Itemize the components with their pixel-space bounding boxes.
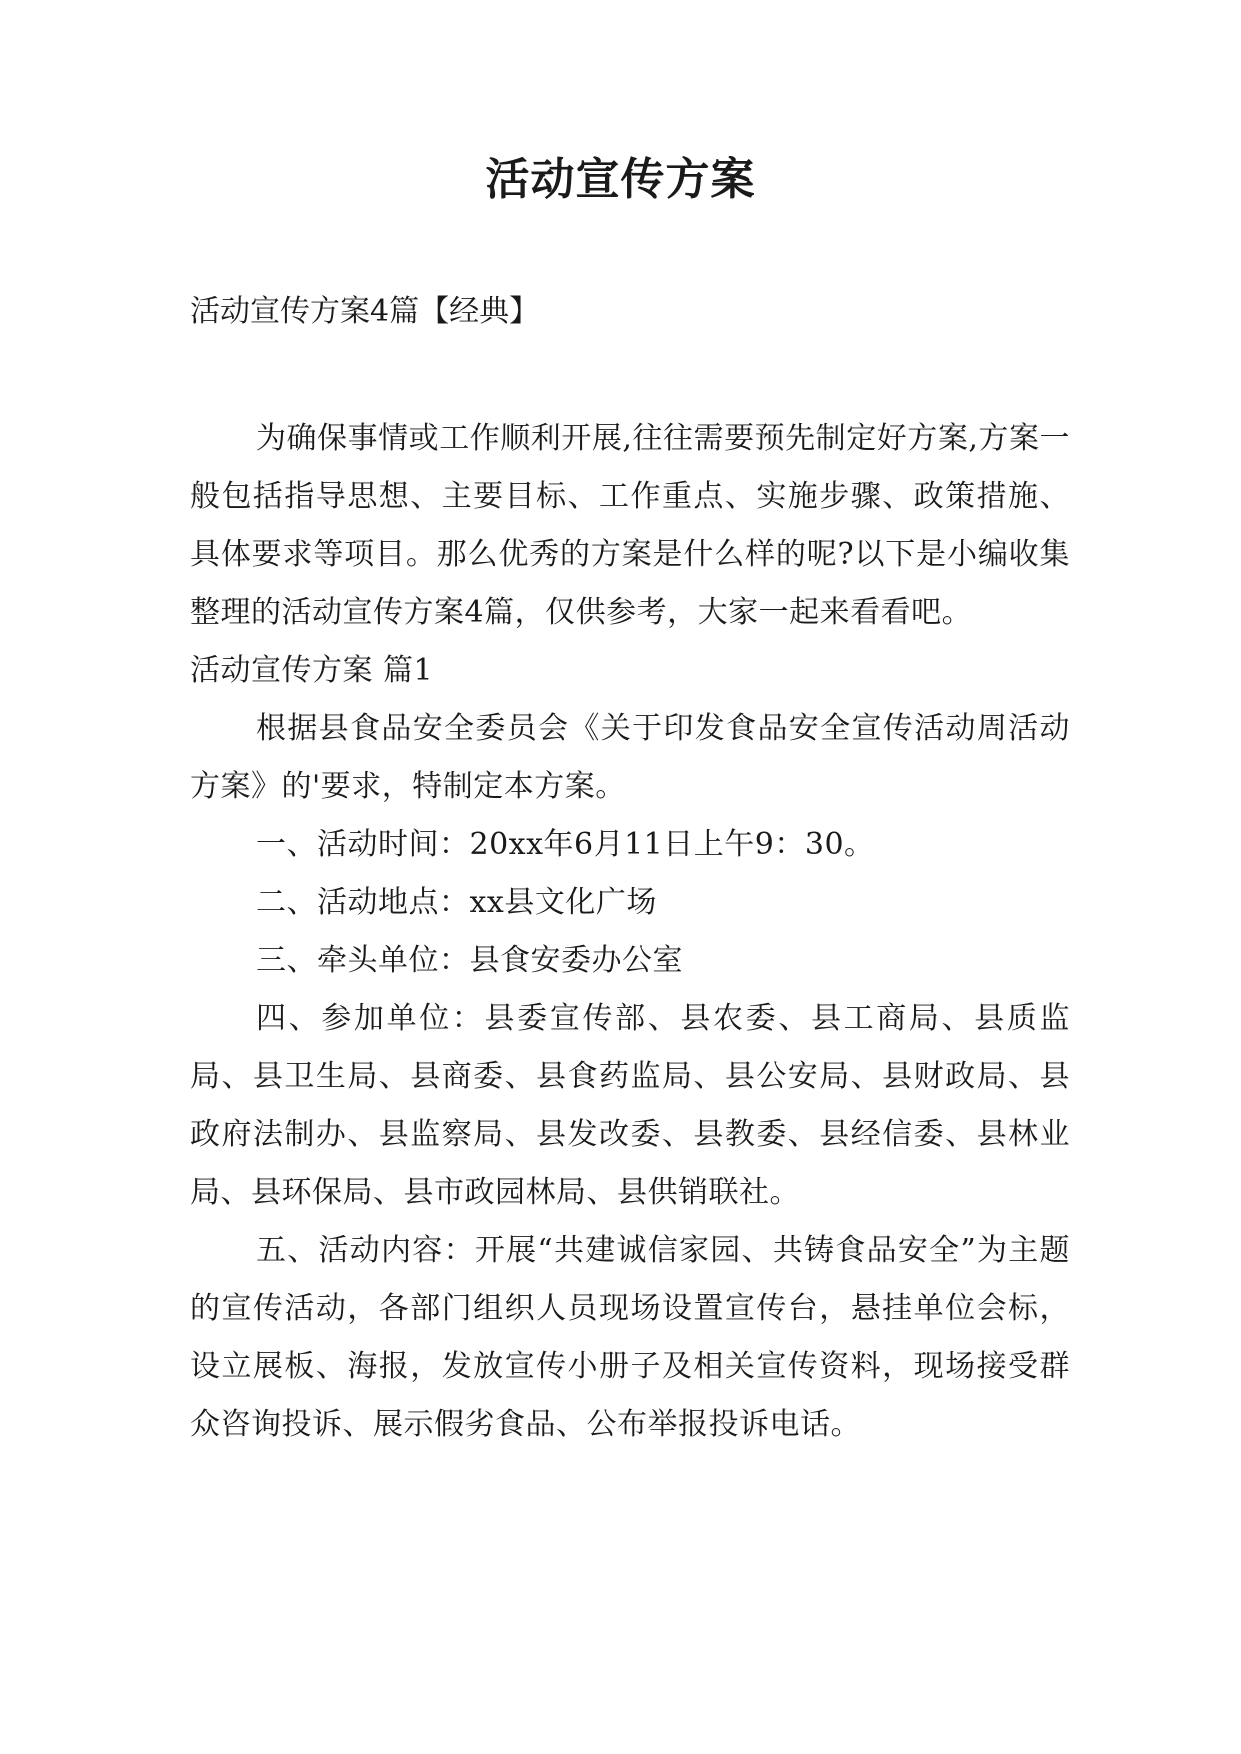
body-paragraph: 二、活动地点：xx县文化广场 — [256, 885, 657, 920]
body-paragraph: 三、牵头单位：县食安委办公室 — [256, 943, 683, 978]
document-body — [190, 410, 1070, 1454]
body-paragraph: 一、活动时间：20xx年6月11日上午9：30。 — [256, 827, 875, 862]
body-paragraph: 四、参加单位：县委宣传部、县农委、县工商局、县质监局、县卫生局、县商委、县食药监局、县公安局、县财政局、县政府法制办、县监察局、县发改委、县教委、县经信委、县林业局、县环保局、县市政园林局、县供销联社。 — [190, 1001, 1070, 1210]
document-subtitle: 活动宣传方案4篇【经典】 — [190, 294, 540, 329]
body-paragraph: 根据县食品安全委员会《关于印发食品安全宣传活动周活动方案》的'要求，特制定本方案。 — [190, 711, 1070, 804]
body-paragraph: 五、活动内容：开展“共建诚信家园、共铸食品安全”为主题的宣传活动，各部门组织人员现场设置宣传台，悬挂单位会标，设立展板、海报，发放宣传小册子及相关宣传资料，现场接受群众咨询投诉、展示假劣食品、公布举报投诉电话。 — [190, 1233, 1070, 1442]
intro-paragraph: 为确保事情或工作顺利开展,往往需要预先制定好方案,方案一般包括指导思想、主要目标、工作重点、实施步骤、政策措施、具体要求等项目。那么优秀的方案是什么样的呢?以下是小编收集整理的活动宣传方案4篇，仅供参考，大家一起来看看吧。 — [190, 421, 1070, 630]
section-heading: 活动宣传方案 篇1 — [190, 653, 434, 688]
document-title: 活动宣传方案 — [485, 154, 756, 205]
